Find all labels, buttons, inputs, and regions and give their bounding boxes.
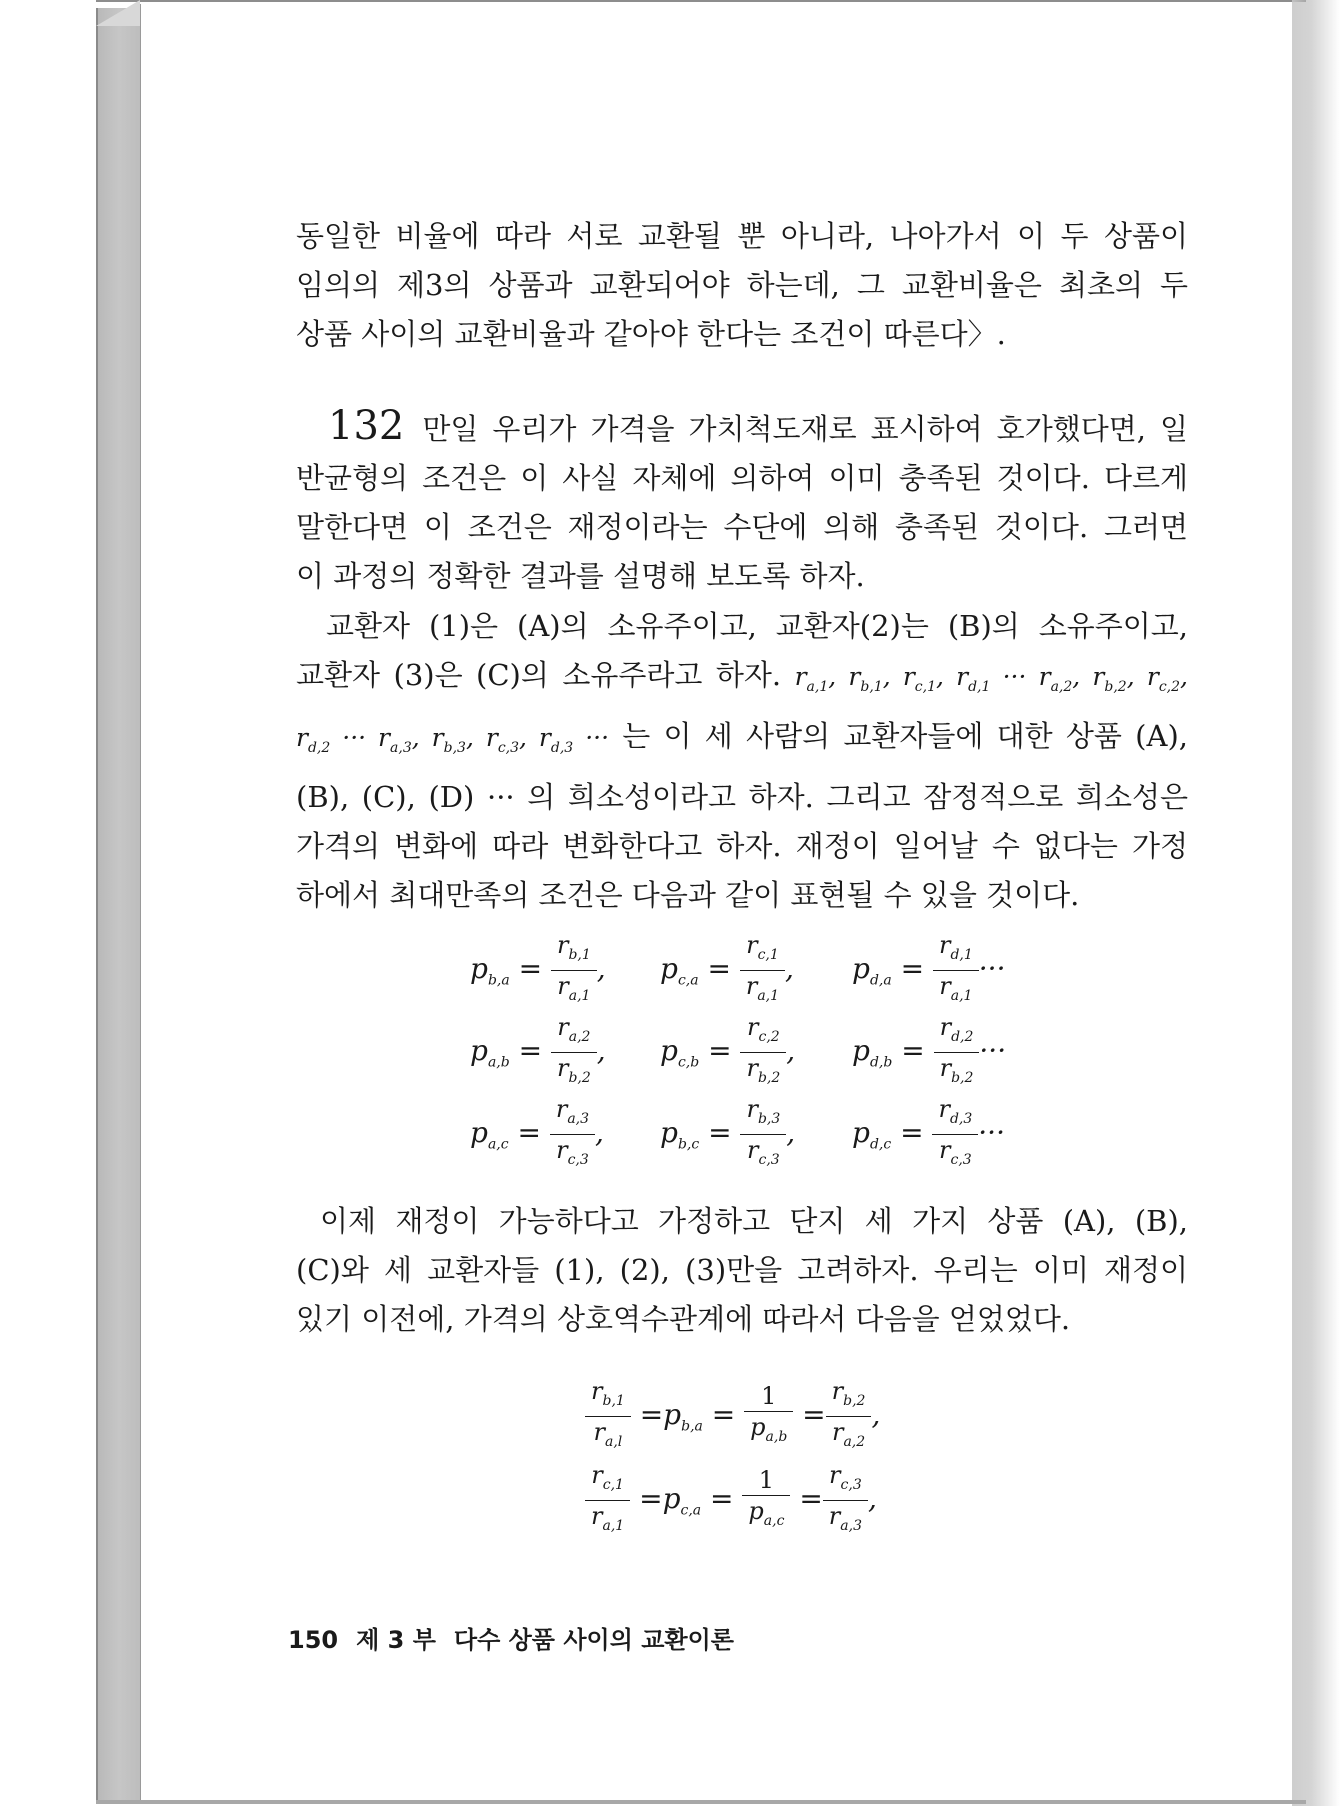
chapter-title: 다수 상품 사이의 교환이론 <box>453 1626 734 1654</box>
numerator: $r_{c,1}$ <box>585 1460 630 1501</box>
numerator: $r_{d,3}$ <box>932 1094 978 1135</box>
denominator: $r_{a,3}$ <box>828 1501 862 1534</box>
paragraph-continuation <box>296 212 1188 359</box>
numerator: $r_{c,1}$ <box>740 930 785 971</box>
numerator: $r_{b,3}$ <box>740 1094 786 1135</box>
text-segment: 는 이 세 사람의 교환자들에 대한 상품 (A), <box>622 719 1188 753</box>
equation-p-dc: $p_{d,c}$ = $\frac{r_{d,3}}{r_{c,3}}$ ··· <box>852 1094 1005 1175</box>
text-line: 하에서 최대만족의 조건은 다음과 같이 표현될 수 있을 것이다. <box>296 878 1080 912</box>
denominator: $p_{a,c}$ <box>748 1496 785 1529</box>
equation-reciprocal-1: $\frac{r_{b,1}}{r_{a,l}}$ $=p_{b,a}$ = $\frac{1}{p_{a,b}}$ = $\frac{r_{b,2}}{r_{a,2}}$ , <box>585 1376 945 1457</box>
section-line-text: 만일 우리가 가격을 가치척도재로 표시하여 호가했다면, 일 <box>422 412 1188 446</box>
denominator: $r_{b,2}$ <box>746 1053 781 1086</box>
fraction <box>740 930 785 1011</box>
denominator: $r_{b,2}$ <box>556 1053 591 1086</box>
text-line: 이 과정의 정확한 결과를 설명해 보도록 하자. <box>296 559 865 593</box>
equation-p-cb: $p_{c,b}$ = $\frac{r_{c,2}}{r_{b,2}}$ , <box>660 1012 795 1093</box>
page-shadow <box>1292 0 1340 1806</box>
fraction <box>934 1012 980 1093</box>
fraction <box>551 1012 597 1093</box>
fraction <box>742 1465 790 1536</box>
text-line <box>296 402 1188 454</box>
text-line: 가격의 변화에 따라 변화한다고 하자. 재정이 일어날 수 없다는 가정 <box>296 829 1188 863</box>
text-line: 이제 재정이 가능하다고 가정하고 단지 세 가지 상품 (A), (B), <box>320 1204 1188 1238</box>
text-line: (B), (C), (D) ··· 의 희소성이라고 하자. 그리고 잠정적으로 희소성은 <box>296 780 1188 814</box>
text-line: 임의의 제3의 상품과 교환되어야 하는데, 그 교환비율은 최초의 두 <box>296 268 1188 302</box>
text-line: 반균형의 조건은 이 사실 자체에 의하여 이미 충족된 것이다. 다르게 <box>296 461 1188 495</box>
text-line <box>296 712 1188 773</box>
fraction <box>585 1376 631 1457</box>
denominator: $r_{a,1}$ <box>591 1501 625 1534</box>
denominator: $r_{a,l}$ <box>593 1417 623 1450</box>
denominator: $r_{a,1}$ <box>557 971 591 1004</box>
equation-p-da: $p_{d,a}$ = $\frac{r_{d,1}}{r_{a,1}}$ ··· <box>852 930 1005 1011</box>
text-line: 있기 이전에, 가격의 상호역수관계에 따라서 다음을 얻었었다. <box>296 1302 1071 1336</box>
part-label: 제 3 부 <box>356 1626 436 1654</box>
numerator: $r_{a,2}$ <box>551 1012 597 1053</box>
text-line <box>296 651 1188 712</box>
page-footer <box>288 1620 752 1655</box>
numerator: $r_{d,1}$ <box>933 930 979 971</box>
numerator: $r_{b,2}$ <box>826 1376 872 1417</box>
numerator: 1 <box>742 1465 790 1496</box>
numerator: 1 <box>744 1381 793 1412</box>
book-corner <box>96 0 140 26</box>
equation-p-db: $p_{d,b}$ = $\frac{r_{d,2}}{r_{b,2}}$ ··· <box>852 1012 1006 1093</box>
equation-p-ca: $p_{c,a}$ = $\frac{r_{c,1}}{r_{a,1}}$ , <box>660 930 794 1011</box>
section-number: 132 <box>328 403 405 449</box>
fraction <box>740 1012 786 1093</box>
numerator: $r_{c,3}$ <box>823 1460 868 1501</box>
denominator: $r_{b,2}$ <box>939 1053 974 1086</box>
denominator: $p_{a,b}$ <box>750 1412 788 1445</box>
text-line: 말한다면 이 조건은 재정이라는 수단에 의해 충족된 것이다. 그러면 <box>296 510 1188 544</box>
denominator: $r_{a,1}$ <box>745 971 780 1004</box>
section-132 <box>296 402 1188 601</box>
scarcity-list-2: $r_{d,2}$ ··· $r_{a,3}$, $r_{b,3}$, $r_{c,3}$, $r_{d,3}$ ··· <box>296 723 610 756</box>
numerator: $r_{b,1}$ <box>551 930 597 971</box>
paragraph-exchangers <box>296 602 1188 920</box>
numerator: $r_{a,3}$ <box>550 1094 595 1135</box>
fraction <box>933 930 979 1011</box>
fraction <box>823 1460 868 1541</box>
fraction <box>826 1376 872 1457</box>
fraction <box>550 1094 595 1175</box>
fraction <box>744 1381 793 1452</box>
fraction <box>551 930 597 1011</box>
denominator: $r_{c,3}$ <box>747 1135 780 1168</box>
numerator: $r_{c,2}$ <box>740 1012 786 1053</box>
fraction <box>932 1094 978 1175</box>
scarcity-list-1: $r_{a,1}$, $r_{b,1}$, $r_{c,1}$, $r_{d,1}$ ··· $r_{a,2}$, $r_{b,2}$, $r_{c,2}$, <box>794 662 1188 695</box>
text-segment: 교환자 (3)은 (C)의 소유주라고 하자. <box>296 658 782 692</box>
equation-p-ba: $p_{b,a}$ = $\frac{r_{b,1}}{r_{a,1}}$ , <box>470 930 606 1011</box>
paragraph-arbitrage <box>296 1197 1188 1344</box>
equation-p-ac: $p_{a,c}$ = $\frac{r_{a,3}}{r_{c,3}}$ , <box>470 1094 604 1175</box>
numerator: $r_{b,1}$ <box>585 1376 631 1417</box>
text-line: 상품 사이의 교환비율과 같아야 한다는 조건이 따른다〉. <box>296 317 1006 351</box>
denominator: $r_{a,2}$ <box>831 1417 866 1450</box>
text-line: 교환자 (1)은 (A)의 소유주이고, 교환자(2)는 (B)의 소유주이고, <box>326 609 1188 643</box>
equation-p-ab: $p_{a,b}$ = $\frac{r_{a,2}}{r_{b,2}}$ , <box>470 1012 606 1093</box>
denominator: $r_{a,1}$ <box>939 971 973 1004</box>
page-bottom-edge <box>96 1800 1306 1804</box>
text-line: (C)와 세 교환자들 (1), (2), (3)만을 고려하자. 우리는 이미 재정이 <box>296 1253 1188 1287</box>
equation-reciprocal-2: $\frac{r_{c,1}}{r_{a,1}}$ $=p_{c,a}$ = $\frac{1}{p_{a,c}}$ = $\frac{r_{c,3}}{r_{a,3}}$ , <box>585 1460 945 1541</box>
fraction <box>740 1094 786 1175</box>
equation-p-bc: $p_{b,c}$ = $\frac{r_{b,3}}{r_{c,3}}$ , <box>660 1094 795 1175</box>
fraction <box>585 1460 630 1541</box>
denominator: $r_{c,3}$ <box>556 1135 589 1168</box>
numerator: $r_{d,2}$ <box>934 1012 980 1053</box>
denominator: $r_{c,3}$ <box>939 1135 972 1168</box>
page-number: 150 <box>288 1626 339 1654</box>
book-spine <box>96 6 140 1802</box>
text-line: 동일한 비율에 따라 서로 교환될 뿐 아니라, 나아가서 이 두 상품이 <box>296 219 1188 253</box>
